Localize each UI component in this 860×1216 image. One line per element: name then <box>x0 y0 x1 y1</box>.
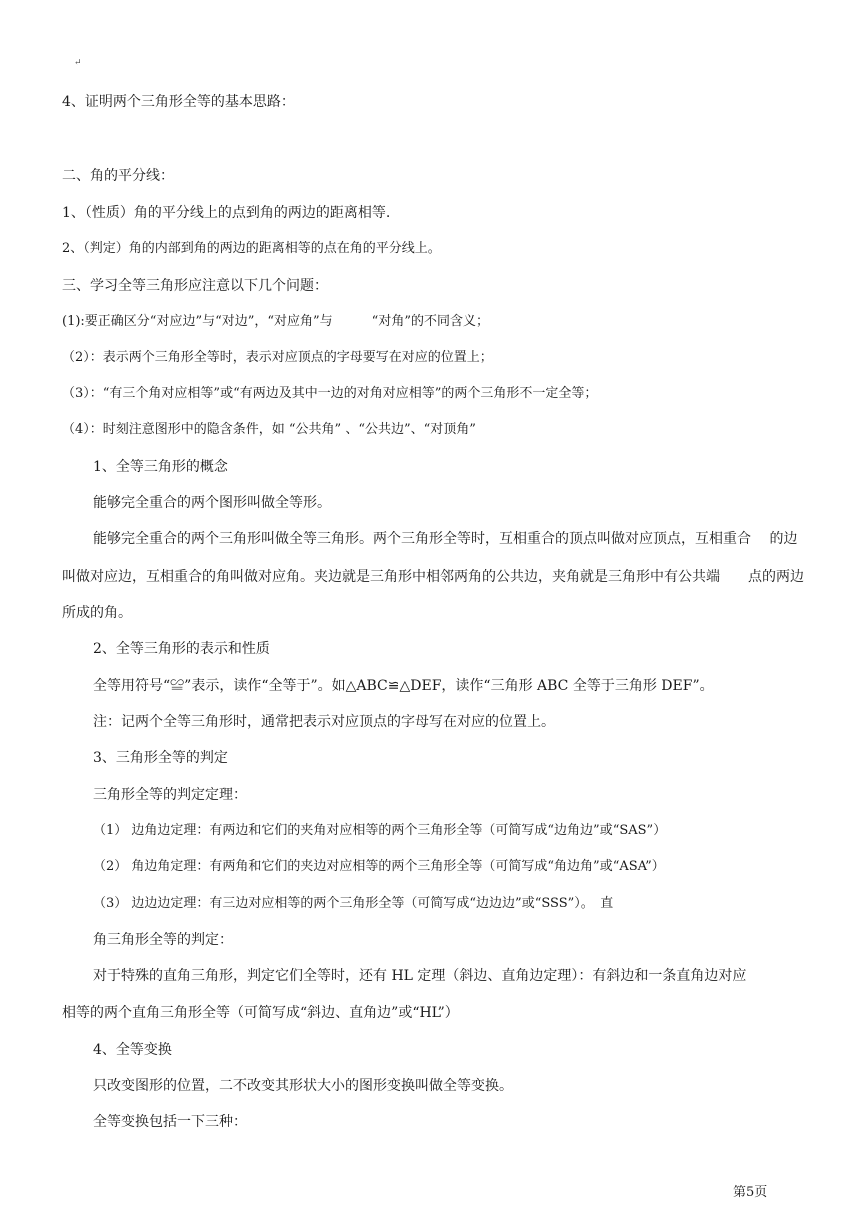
concept-title: 1、全等三角形的概念 <box>93 459 228 475</box>
section2-title: 二、角的平分线： <box>62 168 174 184</box>
section4-heading: 4、证明两个三角形全等的基本思路： <box>62 94 295 110</box>
concept-para-2-line-2: 叫做对应边，互相重合的角叫做对应角。夹边就是三角形中相邻两角的公共边，夹角就是三角形中有公共端 点的两边 <box>62 569 804 585</box>
notation-para-1: 全等用符号“≌”表示，读作“全等于”。如△ABC≌△DEF，读作“三角形 ABC 全等于三角形 DEF”。 <box>93 678 714 694</box>
paragraph-mark: ↵ <box>74 58 82 68</box>
right-triangle-para-line-1: 对于特殊的直角三角形，判定它们全等时，还有 HL 定理（斜边、直角边定理）：有斜边和一条直角边对应 <box>93 968 747 984</box>
transform-para-1: 只改变图形的位置，二不改变其形状大小的图形变换叫做全等变换。 <box>93 1078 513 1094</box>
concept-para-2-line-3: 所成的角。 <box>62 605 132 621</box>
note-3: （3）：“有三个角对应相等”或“有两边及其中一边的对角对应相等”的两个三角形不一定全等； <box>62 386 598 401</box>
right-triangle-title: 角三角形全等的判定： <box>93 932 233 948</box>
concept-para-1: 能够完全重合的两个图形叫做全等形。 <box>93 495 331 511</box>
section3-title: 三、学习全等三角形应注意以下几个问题： <box>62 278 328 294</box>
right-triangle-para-line-2: 相等的两个直角三角形全等（可简写成“斜边、直角边”或“HL”） <box>62 1005 459 1021</box>
note-4: （4）：时刻注意图形中的隐含条件，如 “公共角” 、“公共边”、“对顶角” <box>62 422 476 437</box>
concept-para-2-line-1: 能够完全重合的两个三角形叫做全等三角形。两个三角形全等时，互相重合的顶点叫做对应顶点，互相重合 的边 <box>93 531 798 547</box>
judge-item-3: （3） 边边边定理：有三边对应相等的两个三角形全等（可简写成“边边边”或“SSS”）。 直 <box>93 896 614 911</box>
note-1: (1):要正确区分“对应边”与“对边”，“对应角”与 “对角”的不同含义； <box>62 314 489 329</box>
section2-item-1: 1、（性质）角的平分线上的点到角的两边的距离相等. <box>62 205 391 221</box>
notation-title: 2、全等三角形的表示和性质 <box>93 641 270 657</box>
page-number: 第5页 <box>733 1185 768 1200</box>
section2-item-2: 2、（判定）角的内部到角的两边的距离相等的点在角的平分线上。 <box>62 241 441 256</box>
judge-item-2: （2） 角边角定理：有两角和它们的夹边对应相等的两个三角形全等（可简写成“角边角”或“ASA”） <box>93 859 665 874</box>
transform-para-2: 全等变换包括一下三种： <box>93 1114 247 1130</box>
judge-title: 3、三角形全等的判定 <box>93 750 228 766</box>
notation-para-2: 注：记两个全等三角形时，通常把表示对应顶点的字母写在对应的位置上。 <box>93 714 555 730</box>
transform-title: 4、全等变换 <box>93 1042 172 1058</box>
judge-item-1: （1） 边角边定理：有两边和它们的夹角对应相等的两个三角形全等（可简写成“边角边”或“SAS”） <box>93 823 667 838</box>
judge-intro: 三角形全等的判定定理： <box>93 787 247 803</box>
note-2: （2）：表示两个三角形全等时，表示对应顶点的字母要写在对应的位置上； <box>62 350 493 365</box>
